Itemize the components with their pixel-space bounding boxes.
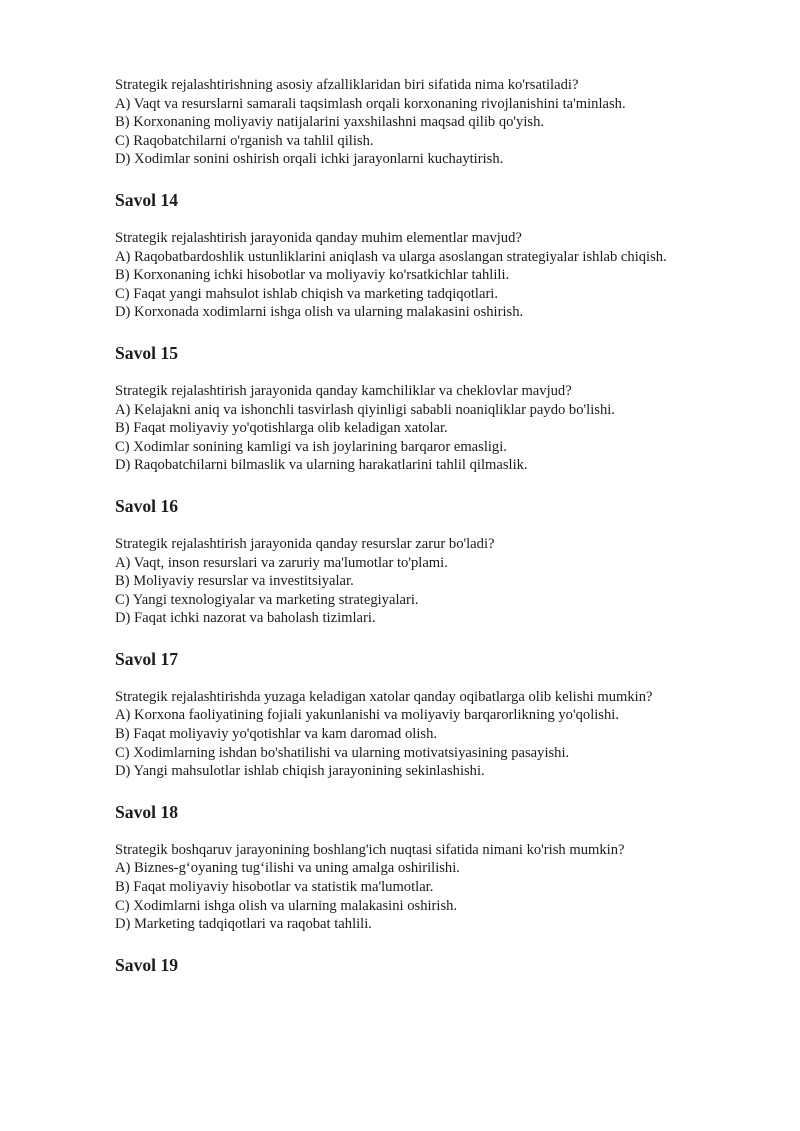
option-d: D) Yangi mahsulotlar ishlab chiqish jarayonining sekinlashishi. xyxy=(115,763,485,780)
option-c: C) Raqobatchilarni o'rganish va tahlil qilish. xyxy=(115,132,374,149)
question-text: Strategik rejalashtirish jarayonida qanday resurslar zarur bo'ladi? xyxy=(115,535,495,552)
option-a: A) Korxona faoliyatining fojiali yakunlanishi va moliyaviy barqarorlikning yo'qolishi. xyxy=(115,707,619,724)
question-block-16 xyxy=(115,535,775,628)
question-heading-16: Savol 16 xyxy=(115,495,179,516)
question-text: Strategik rejalashtirishning asosiy afzalliklaridan biri sifatida nima ko'rsatiladi? xyxy=(115,77,579,93)
option-a: A) Raqobatbardoshlik ustunliklarini aniqlash va ularga asoslangan strategiyalar ishlab chiqish. xyxy=(115,248,667,265)
option-a: A) Vaqt, inson resurslari va zaruriy ma'lumotlar to'plami. xyxy=(115,554,448,571)
option-c: C) Xodimlarni ishga olish va ularning malakasini oshirish. xyxy=(115,897,458,914)
option-a: A) Vaqt va resurslarni samarali taqsimlash orqali korxonaning rivojlanishini ta'minlash. xyxy=(115,95,626,112)
option-b: B) Korxonaning ichki hisobotlar va moliyaviy ko'rsatkichlar tahlili. xyxy=(115,267,510,284)
option-a: A) Biznes-g‘oyaning tug‘ilishi va uning amalga oshirilishi. xyxy=(115,860,460,877)
question-text: Strategik boshqaruv jarayonining boshlang'ich nuqtasi sifatida nimani ko'rish mumkin? xyxy=(115,841,625,858)
option-b: B) Moliyaviy resurslar va investitsiyalar. xyxy=(115,573,354,590)
question-heading-14: Savol 14 xyxy=(115,189,179,210)
question-block-17 xyxy=(115,688,775,781)
option-d: D) Marketing tadqiqotlari va raqobat tahlili. xyxy=(115,916,372,933)
question-heading-17: Savol 17 xyxy=(115,648,179,669)
option-d: D) Korxonada xodimlarni ishga olish va ularning malakasini oshirish. xyxy=(115,304,524,321)
option-b: B) Faqat moliyaviy hisobotlar va statistik ma'lumotlar. xyxy=(115,879,434,896)
option-d: D) Raqobatchilarni bilmaslik va ularning harakatlarini tahlil qilmaslik. xyxy=(115,457,528,474)
option-b: B) Faqat moliyaviy yo'qotishlar va kam daromad olish. xyxy=(115,726,438,743)
question-heading-18: Savol 18 xyxy=(115,801,179,822)
question-text: Strategik rejalashtirish jarayonida qanday muhim elementlar mavjud? xyxy=(115,229,522,246)
option-c: C) Faqat yangi mahsulot ishlab chiqish va marketing tadqiqotlari. xyxy=(115,285,499,302)
option-c: C) Xodimlarning ishdan bo'shatilishi va ularning motivatsiyasining pasayishi. xyxy=(115,744,570,761)
question-heading-15: Savol 15 xyxy=(115,342,179,363)
question-block-13 xyxy=(115,76,775,169)
question-heading-19: Savol 19 xyxy=(115,954,179,975)
option-b: B) Korxonaning moliyaviy natijalarini yaxshilashni maqsad qilib qo'yish. xyxy=(115,114,545,131)
question-text: Strategik rejalashtirish jarayonida qanday kamchiliklar va cheklovlar mavjud? xyxy=(115,382,572,399)
document-content xyxy=(115,76,775,994)
option-d: D) Xodimlar sonini oshirish orqali ichki jarayonlarni kuchaytirish. xyxy=(115,151,504,168)
option-d: D) Faqat ichki nazorat va baholash tizimlari. xyxy=(115,610,376,627)
question-block-18 xyxy=(115,841,775,934)
option-c: C) Yangi texnologiyalar va marketing strategiyalari. xyxy=(115,591,419,608)
option-b: B) Faqat moliyaviy yo'qotishlarga olib keladigan xatolar. xyxy=(115,420,448,437)
question-block-15 xyxy=(115,382,775,475)
option-c: C) Xodimlar sonining kamligi va ish joylarining barqaror emasligi. xyxy=(115,438,507,455)
question-text: Strategik rejalashtirishda yuzaga keladigan xatolar qanday oqibatlarga olib kelishi mumkin? xyxy=(115,688,653,705)
question-block-14 xyxy=(115,229,775,322)
option-a: A) Kelajakni aniq va ishonchli tasvirlash qiyinligi sababli noaniqliklar paydo bo'lishi. xyxy=(115,401,615,418)
